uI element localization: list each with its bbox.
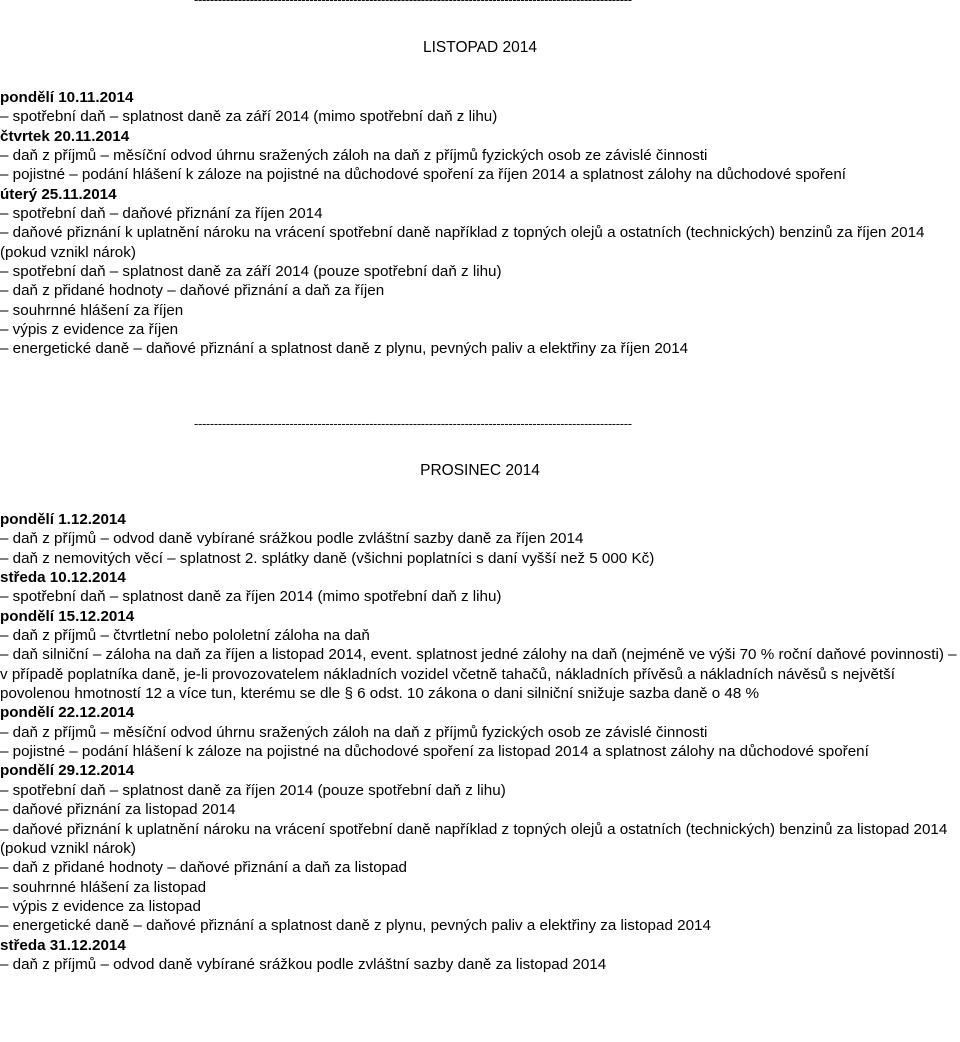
date-heading: pondělí 1.12.2014 — [0, 511, 126, 528]
date-heading: pondělí 29.12.2014 — [0, 762, 135, 780]
date-heading: úterý 25.11.2014 — [0, 185, 117, 203]
calendar-entry: – daň z příjmů – odvod daně vybírané srážkou podle zvláštní sazby daně za říjen 2014 — [0, 530, 584, 548]
month-heading-december: PROSINEC 2014 — [420, 462, 540, 479]
date-heading: středa 10.12.2014 — [0, 569, 126, 587]
calendar-entry: – daň z přidané hodnoty – daňové přiznání a daň za říjen — [0, 282, 385, 300]
calendar-entry: – daňové přiznání k uplatnění nároku na vrácení spotřební daně například z topných olejů a ostatních (technických) benzinů za listopad 2014 (pokud vznikl nárok) — [0, 820, 948, 857]
calendar-entry: – daňové přiznání za listopad 2014 — [0, 801, 236, 819]
calendar-entry: – energetické daně – daňové přiznání a splatnost daně z plynu, pevných paliv a elektřiny za říjen 2014 — [0, 340, 689, 358]
calendar-entry: – daň z příjmů – měsíční odvod úhrnu sražených záloh na daň z příjmů fyzických osob ze závislé činnosti — [0, 147, 708, 165]
calendar-entry: – daň z příjmů – měsíční odvod úhrnu sražených záloh na daň z příjmů fyzických osob ze závislé činnosti — [0, 723, 708, 741]
calendar-entry: – pojistné – podání hlášení k záloze na pojistné na důchodové spoření za listopad 2014 a splatnost zálohy na důchodové spoření — [0, 743, 869, 761]
calendar-entry: – výpis z evidence za listopad — [0, 897, 201, 915]
calendar-entry: – daň z přidané hodnoty – daňové přiznání a daň za listopad — [0, 859, 407, 877]
calendar-entry: – spotřební daň – splatnost daně za září 2014 (pouze spotřební daň z lihu) — [0, 263, 502, 281]
calendar-entry: – spotřební daň – splatnost daně za září 2014 (mimo spotřební daň z lihu) — [0, 108, 498, 126]
calendar-entry: – spotřební daň – splatnost daně za říjen 2014 (pouze spotřební daň z lihu) — [0, 781, 506, 799]
date-heading: pondělí 15.12.2014 — [0, 607, 135, 625]
calendar-entry: – souhrnné hlášení za říjen — [0, 301, 184, 319]
calendar-entry: – výpis z evidence za říjen — [0, 321, 179, 339]
calendar-entry: – spotřební daň – daňové přiznání za říjen 2014 — [0, 205, 323, 223]
month-heading-november: LISTOPAD 2014 — [422, 39, 538, 56]
calendar-entry: – daň z příjmů – odvod daně vybírané srážkou podle zvláštní sazby daně za listopad 2014 — [0, 955, 607, 973]
calendar-entry: – daň z příjmů – čtvrtletní nebo pololetní záloha na daň — [0, 627, 370, 645]
november-calendar — [0, 88, 960, 359]
calendar-entry: – pojistné – podání hlášení k záloze na pojistné na důchodové spoření za říjen 2014 a splatnost zálohy na důchodové spoření — [0, 166, 847, 184]
date-heading: středa 31.12.2014 — [0, 936, 126, 954]
separator-top — [194, 0, 774, 9]
separator-middle: -------------------------------------------------------------------------------------------------------------- — [194, 416, 632, 431]
calendar-entry: – daňové přiznání k uplatnění nároku na vrácení spotřební daně například z topných olejů a ostatních (technických) benzinů za říjen 2014 (pokud vznikl nárok) — [0, 224, 925, 261]
calendar-entry: – daň silniční – záloha na daň za říjen a listopad 2014, event. splatnost jedné zálohy na daň (nejméně ve výši 70 % roční daňové povinnosti) – v případě poplatníka daně, je-li provozovatelem nákladních vozidel včetně tahačů, nákladních přívěsů a nákladních návěsů s největší povolenou hmotností 12 a více tun, kterému se dle § 6 odst. 10 zákona o dani silniční snižuje sazba daně o 48 % — [0, 646, 957, 703]
date-heading: pondělí 22.12.2014 — [0, 704, 135, 722]
calendar-entry: – spotřební daň – splatnost daně za říjen 2014 (mimo spotřební daň z lihu) — [0, 588, 502, 606]
date-heading: pondělí 10.11.2014 — [0, 89, 134, 106]
date-heading: čtvrtek 20.11.2014 — [0, 127, 130, 145]
december-calendar — [0, 510, 960, 974]
calendar-entry: – souhrnné hlášení za listopad — [0, 878, 207, 896]
calendar-entry: – energetické daně – daňové přiznání a splatnost daně z plynu, pevných paliv a elektřiny za listopad 2014 — [0, 917, 711, 935]
calendar-entry: – daň z nemovitých věcí – splatnost 2. splátky daně (všichni poplatníci s daní vyšší než 5 000 Kč) — [0, 549, 655, 567]
